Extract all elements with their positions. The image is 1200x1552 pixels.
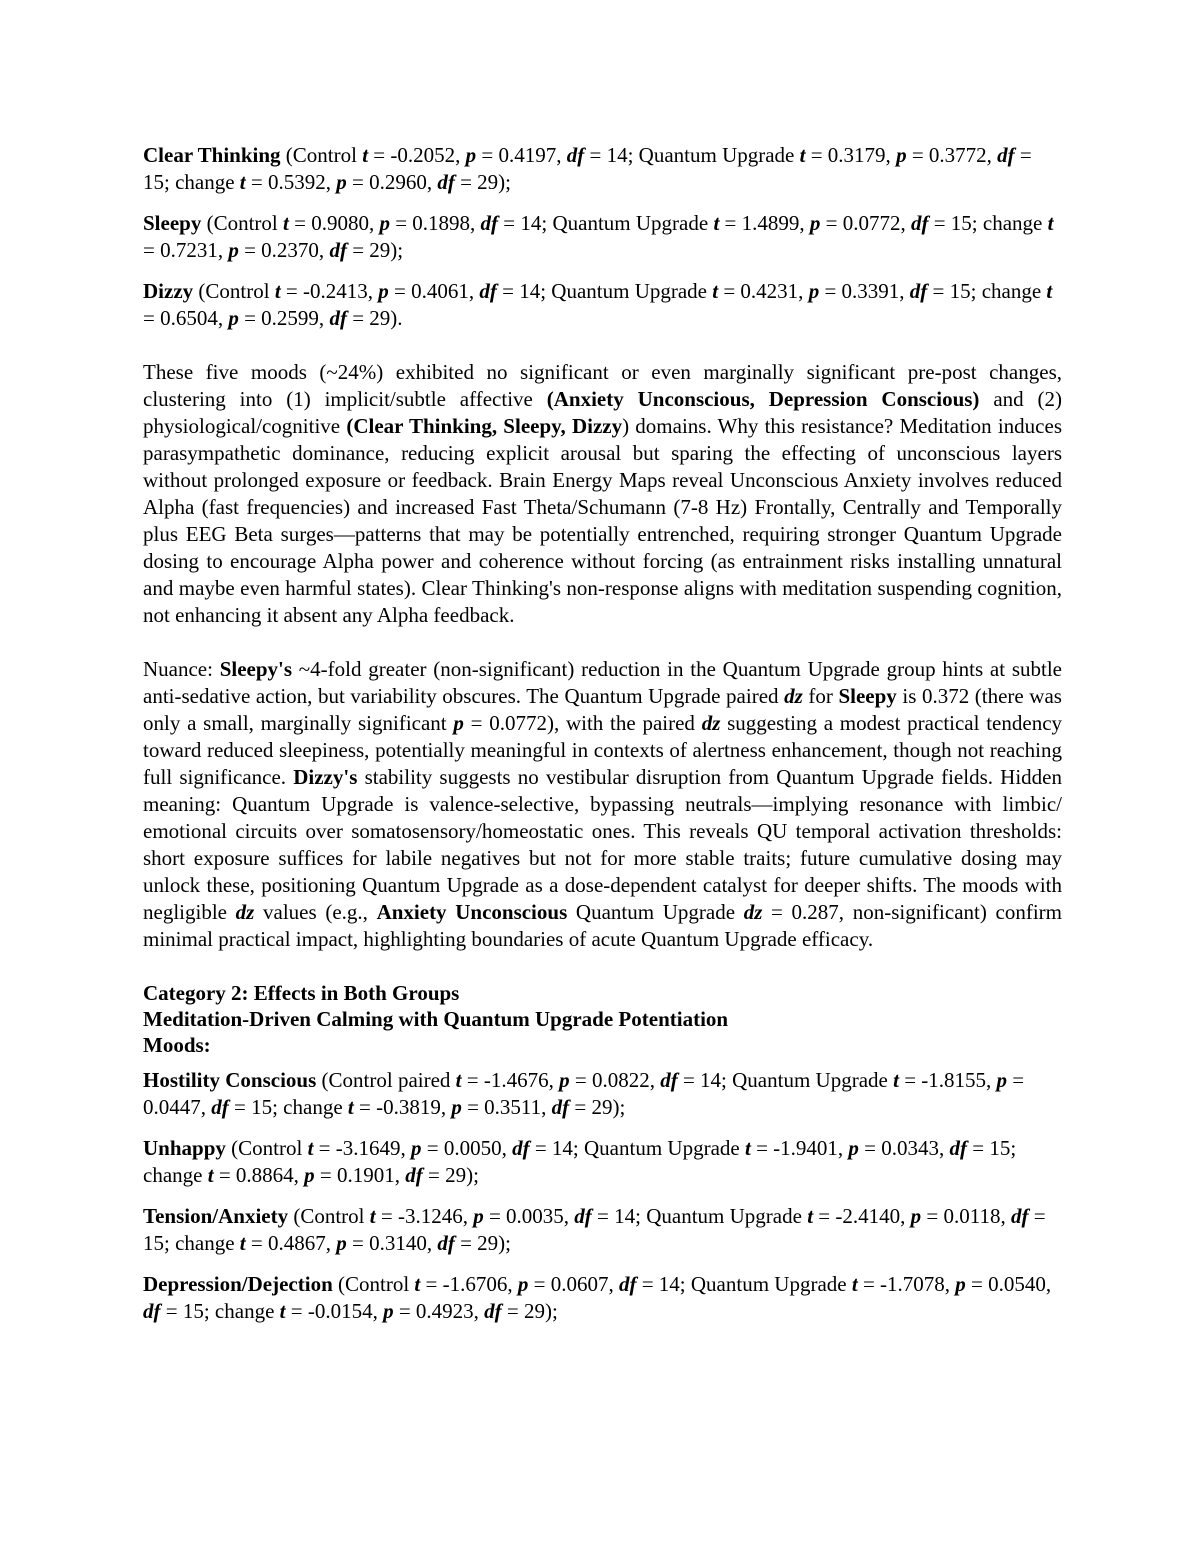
text-run: df bbox=[437, 170, 455, 194]
text-run: = 29); bbox=[454, 170, 511, 194]
text-run: = -0.3819, bbox=[353, 1095, 452, 1119]
text-run: = -3.1246, bbox=[375, 1204, 474, 1228]
text-run: = 14; Quantum Upgrade bbox=[529, 1136, 745, 1160]
text-run: = 14; Quantum Upgrade bbox=[591, 1204, 808, 1228]
paragraph-clear-thinking-stats bbox=[143, 142, 1062, 196]
text-run: p bbox=[465, 143, 477, 167]
text-run: df bbox=[910, 211, 929, 235]
text-run: = 0.4061, bbox=[388, 279, 480, 303]
text-run: df bbox=[437, 1231, 455, 1255]
text-run: = 0.0772, bbox=[820, 211, 911, 235]
text-run: stability suggests no vestibular disruption from Quantum Upgrade fields. Hidden meaning: Quantum Upgrade is valence-selective, bypassing neutrals—implying resonance with limbic/ emotional circuits over somatosensory/homeostatic ones. This reveals QU temporal activation thresholds: short exposure suffices for labile negatives but not for more stable traits; future cumulative dosing may unlock these, positioning Quantum Upgrade as a dose-dependent catalyst for deeper shifts. The moods with negligible bbox=[143, 765, 1062, 924]
heading-line: Meditation-Driven Calming with Quantum Upgrade Potentiation bbox=[143, 1007, 729, 1031]
text-run: t bbox=[362, 143, 369, 167]
text-run: and (2) physiological/cognitive bbox=[143, 387, 1062, 438]
text-run: df bbox=[949, 1136, 968, 1160]
text-run: t bbox=[744, 1136, 751, 1160]
text-run: (Control paired bbox=[316, 1068, 456, 1092]
text-run: = 29); bbox=[346, 238, 404, 262]
text-run: = 29); bbox=[501, 1299, 558, 1323]
text-run: p bbox=[808, 279, 820, 303]
text-run: p bbox=[473, 1204, 484, 1228]
text-run: = 14; Quantum Upgrade bbox=[677, 1068, 894, 1092]
text-run: p bbox=[336, 1231, 347, 1255]
text-run: df bbox=[909, 279, 928, 303]
text-run: = 0.8864, bbox=[213, 1163, 305, 1187]
text-run: p bbox=[996, 1068, 1008, 1092]
text-run: is 0.372 (there was only a small, marginally significant bbox=[143, 684, 1062, 735]
text-run: t bbox=[307, 1136, 314, 1160]
text-run: t bbox=[414, 1272, 421, 1296]
text-run: = 0.4867, bbox=[245, 1231, 337, 1255]
text-run: = 0.0035, bbox=[483, 1204, 575, 1228]
text-run: = -0.2052, bbox=[368, 143, 466, 167]
text-run: p bbox=[848, 1136, 859, 1160]
text-run: t bbox=[347, 1095, 354, 1119]
text-run: = 0.7231, bbox=[143, 238, 229, 262]
text-run: = 29). bbox=[346, 306, 403, 330]
category-2-heading bbox=[143, 980, 1062, 1058]
paragraph-nuance-analysis bbox=[143, 656, 1062, 953]
paragraph-tension-anxiety-stats bbox=[143, 1203, 1062, 1257]
paragraph-resistance-analysis bbox=[143, 359, 1062, 629]
text-run: t bbox=[283, 211, 289, 235]
text-run: = 14; Quantum Upgrade bbox=[498, 211, 714, 235]
text-run: ~4-fold greater (non-significant) reduction in the Quantum Upgrade group hints at subtle anti-sedative action, but variability obscures. The Quantum Upgrade paired bbox=[143, 657, 1062, 708]
text-run: t bbox=[713, 211, 720, 235]
text-run: ) domains. Why this resistance? Meditation induces parasympathetic dominance, reducing explicit arousal but sparing the effecting of unconscious layers without prolonged exposure or feedback. Brain Energy Maps reveal Unconscious Anxiety involves reduced Alpha (fast frequencies) and increased Fast Theta/Schumann (7-8 Hz) Frontally, Centrally and Temporally plus EEG Beta surges—patterns that may be potentially entrenched, requiring stronger Quantum Upgrade dosing to encourage Alpha power and coherence without forcing (as entrainment risks installing unnatural and maybe even harmful states). Clear Thinking's non-response aligns with meditation suspending cognition, not enhancing it absent any Alpha feedback. bbox=[143, 414, 1062, 627]
text-run: (Control bbox=[332, 1272, 415, 1296]
text-run: t bbox=[455, 1068, 462, 1092]
text-run: df bbox=[551, 1095, 570, 1119]
text-run: = 15; change bbox=[160, 1299, 280, 1323]
text-run: t bbox=[851, 1272, 858, 1296]
text-run: = 15; change bbox=[928, 211, 1048, 235]
text-run: = -1.8155, bbox=[898, 1068, 997, 1092]
text-run: (Control bbox=[193, 279, 275, 303]
text-run: p bbox=[411, 1136, 422, 1160]
text-run: = 15; change bbox=[143, 1204, 1046, 1255]
text-run: (Control bbox=[201, 211, 284, 235]
paragraph-sleepy-stats bbox=[143, 210, 1062, 264]
text-run: These five moods (~24%) exhibited no significant or even marginally significant pre-post changes, clustering into (1) implicit/subtle affective bbox=[143, 360, 1062, 411]
text-run: df bbox=[329, 306, 347, 330]
text-run: for bbox=[802, 684, 839, 708]
text-run: = 14; Quantum Upgrade bbox=[496, 279, 713, 303]
text-run: df bbox=[512, 1136, 530, 1160]
text-run: df bbox=[479, 279, 497, 303]
text-run: = -2.4140, bbox=[813, 1204, 911, 1228]
paragraph-dizzy-stats bbox=[143, 278, 1062, 332]
text-run: p bbox=[379, 211, 390, 235]
text-run: Sleepy's bbox=[219, 657, 293, 681]
text-run: = -1.9401, bbox=[750, 1136, 849, 1160]
text-run: p bbox=[517, 1272, 529, 1296]
paragraph-depression-dejection-stats bbox=[143, 1271, 1062, 1325]
text-run: t bbox=[799, 143, 806, 167]
text-run: p bbox=[453, 711, 464, 735]
text-run: = 29); bbox=[422, 1163, 479, 1187]
text-run: = 0.3391, bbox=[819, 279, 910, 303]
text-run: dz bbox=[743, 900, 763, 924]
text-run: Hostility Conscious bbox=[143, 1068, 317, 1092]
text-run: p bbox=[383, 1299, 394, 1323]
text-run: = 0.6504, bbox=[143, 306, 229, 330]
text-run: suggesting a modest practical tendency toward reduced sleepiness, potentially meaningful in contexts of alertness enhancement, though not reaching full significance. bbox=[143, 711, 1063, 789]
text-run: Nuance: bbox=[143, 657, 220, 681]
text-run: t bbox=[279, 1299, 286, 1323]
text-run: = -1.6706, bbox=[420, 1272, 518, 1296]
text-run: p bbox=[896, 143, 907, 167]
text-run: t bbox=[369, 1204, 376, 1228]
text-run: df bbox=[574, 1204, 592, 1228]
text-run: (Clear Thinking, Sleepy, Dizzy bbox=[346, 414, 623, 438]
text-run: df bbox=[329, 238, 347, 262]
text-run: = -3.1649, bbox=[313, 1136, 411, 1160]
text-run: Clear Thinking bbox=[143, 143, 281, 167]
text-run: p bbox=[451, 1095, 462, 1119]
text-run: values (e.g., bbox=[254, 900, 377, 924]
text-run: t bbox=[807, 1204, 814, 1228]
text-run: Dizzy bbox=[143, 279, 194, 303]
text-run: df bbox=[405, 1163, 423, 1187]
text-run: df bbox=[143, 1299, 161, 1323]
text-run: t bbox=[239, 170, 246, 194]
text-run: p bbox=[228, 306, 239, 330]
text-run: = 0.3140, bbox=[346, 1231, 438, 1255]
text-run: = 0.1898, bbox=[389, 211, 481, 235]
text-run: = -0.2413, bbox=[280, 279, 379, 303]
text-run: = 15; change bbox=[143, 1136, 1017, 1187]
text-run: = 0.2599, bbox=[238, 306, 330, 330]
text-run: = 0.5392, bbox=[245, 170, 337, 194]
text-run: p bbox=[304, 1163, 315, 1187]
text-run: t bbox=[1046, 279, 1053, 303]
text-run: Dizzy's bbox=[293, 765, 358, 789]
text-run: = 0.0822, bbox=[569, 1068, 661, 1092]
text-run: = -1.7078, bbox=[857, 1272, 956, 1296]
text-run: = 0.4923, bbox=[393, 1299, 485, 1323]
text-run: = 0.0118, bbox=[921, 1204, 1011, 1228]
text-run: Tension/Anxiety bbox=[143, 1204, 289, 1228]
text-run: t bbox=[712, 279, 719, 303]
text-run: = 14; Quantum Upgrade bbox=[584, 143, 800, 167]
text-run: t bbox=[239, 1231, 246, 1255]
text-run: = 0.0343, bbox=[858, 1136, 950, 1160]
text-run: = 1.4899, bbox=[719, 211, 810, 235]
paragraph-hostility-conscious-stats bbox=[143, 1067, 1062, 1121]
text-run: df bbox=[618, 1272, 637, 1296]
text-run: = 15; change bbox=[143, 143, 1032, 194]
text-run: p bbox=[910, 1204, 922, 1228]
text-run: df bbox=[484, 1299, 502, 1323]
text-run: = 0.3511, bbox=[461, 1095, 552, 1119]
text-run: = 0.287, non-significant) confirm minimal practical impact, highlighting boundaries of acute Quantum Upgrade efficacy. bbox=[143, 900, 1062, 951]
text-run: = 0.9080, bbox=[288, 211, 380, 235]
text-run: (Control bbox=[288, 1204, 370, 1228]
text-run: = 15; change bbox=[228, 1095, 348, 1119]
text-run: df bbox=[566, 143, 585, 167]
text-run: = 0.2960, bbox=[346, 170, 438, 194]
heading-line: Moods: bbox=[143, 1033, 211, 1057]
text-run: = 0.0540, bbox=[965, 1272, 1052, 1296]
text-run: = 29); bbox=[569, 1095, 626, 1119]
text-run: dz bbox=[235, 900, 255, 924]
text-run: = 15; change bbox=[927, 279, 1047, 303]
text-run: df bbox=[211, 1095, 229, 1119]
text-run: = 0.2370, bbox=[238, 238, 330, 262]
text-run: t bbox=[1047, 211, 1054, 235]
text-run: = 0.3179, bbox=[805, 143, 897, 167]
text-run: = 0.4197, bbox=[476, 143, 567, 167]
text-run: = -1.4676, bbox=[461, 1068, 560, 1092]
text-run: = 0.0050, bbox=[421, 1136, 513, 1160]
text-run: = 29); bbox=[454, 1231, 511, 1255]
text-run: df bbox=[997, 143, 1015, 167]
text-run: dz bbox=[701, 711, 721, 735]
text-run: p bbox=[559, 1068, 570, 1092]
text-run: Sleepy bbox=[838, 684, 897, 708]
text-run: t bbox=[274, 279, 281, 303]
text-run: = 0.4231, bbox=[718, 279, 809, 303]
text-run: = 14; Quantum Upgrade bbox=[636, 1272, 852, 1296]
text-run: (Control bbox=[225, 1136, 308, 1160]
text-run: df bbox=[660, 1068, 678, 1092]
text-run: p bbox=[336, 170, 347, 194]
text-run: = 0.0447, bbox=[143, 1068, 1025, 1119]
paragraph-unhappy-stats bbox=[143, 1135, 1062, 1189]
text-run: = 0.1901, bbox=[314, 1163, 406, 1187]
text-run: (Control bbox=[280, 143, 363, 167]
text-run: Quantum Upgrade bbox=[567, 900, 744, 924]
text-run: Anxiety Unconscious bbox=[376, 900, 568, 924]
text-run: Depression/Dejection bbox=[143, 1272, 333, 1296]
text-run: p bbox=[809, 211, 821, 235]
text-run: p bbox=[955, 1272, 966, 1296]
text-run: t bbox=[207, 1163, 214, 1187]
text-run: (Anxiety Unconscious, Depression Conscious) bbox=[546, 387, 980, 411]
text-run: = -0.0154, bbox=[285, 1299, 384, 1323]
text-run: dz bbox=[784, 684, 803, 708]
text-run: = 0.3772, bbox=[906, 143, 998, 167]
text-run: Sleepy bbox=[143, 211, 202, 235]
text-run: = 0.0607, bbox=[528, 1272, 619, 1296]
text-run: p bbox=[228, 238, 239, 262]
text-run: df bbox=[1010, 1204, 1029, 1228]
text-run: df bbox=[480, 211, 499, 235]
text-run: Unhappy bbox=[143, 1136, 226, 1160]
heading-line: Category 2: Effects in Both Groups bbox=[143, 981, 460, 1005]
text-run: p bbox=[378, 279, 389, 303]
text-run: t bbox=[893, 1068, 899, 1092]
text-run: = 0.0772), with the paired bbox=[463, 711, 702, 735]
